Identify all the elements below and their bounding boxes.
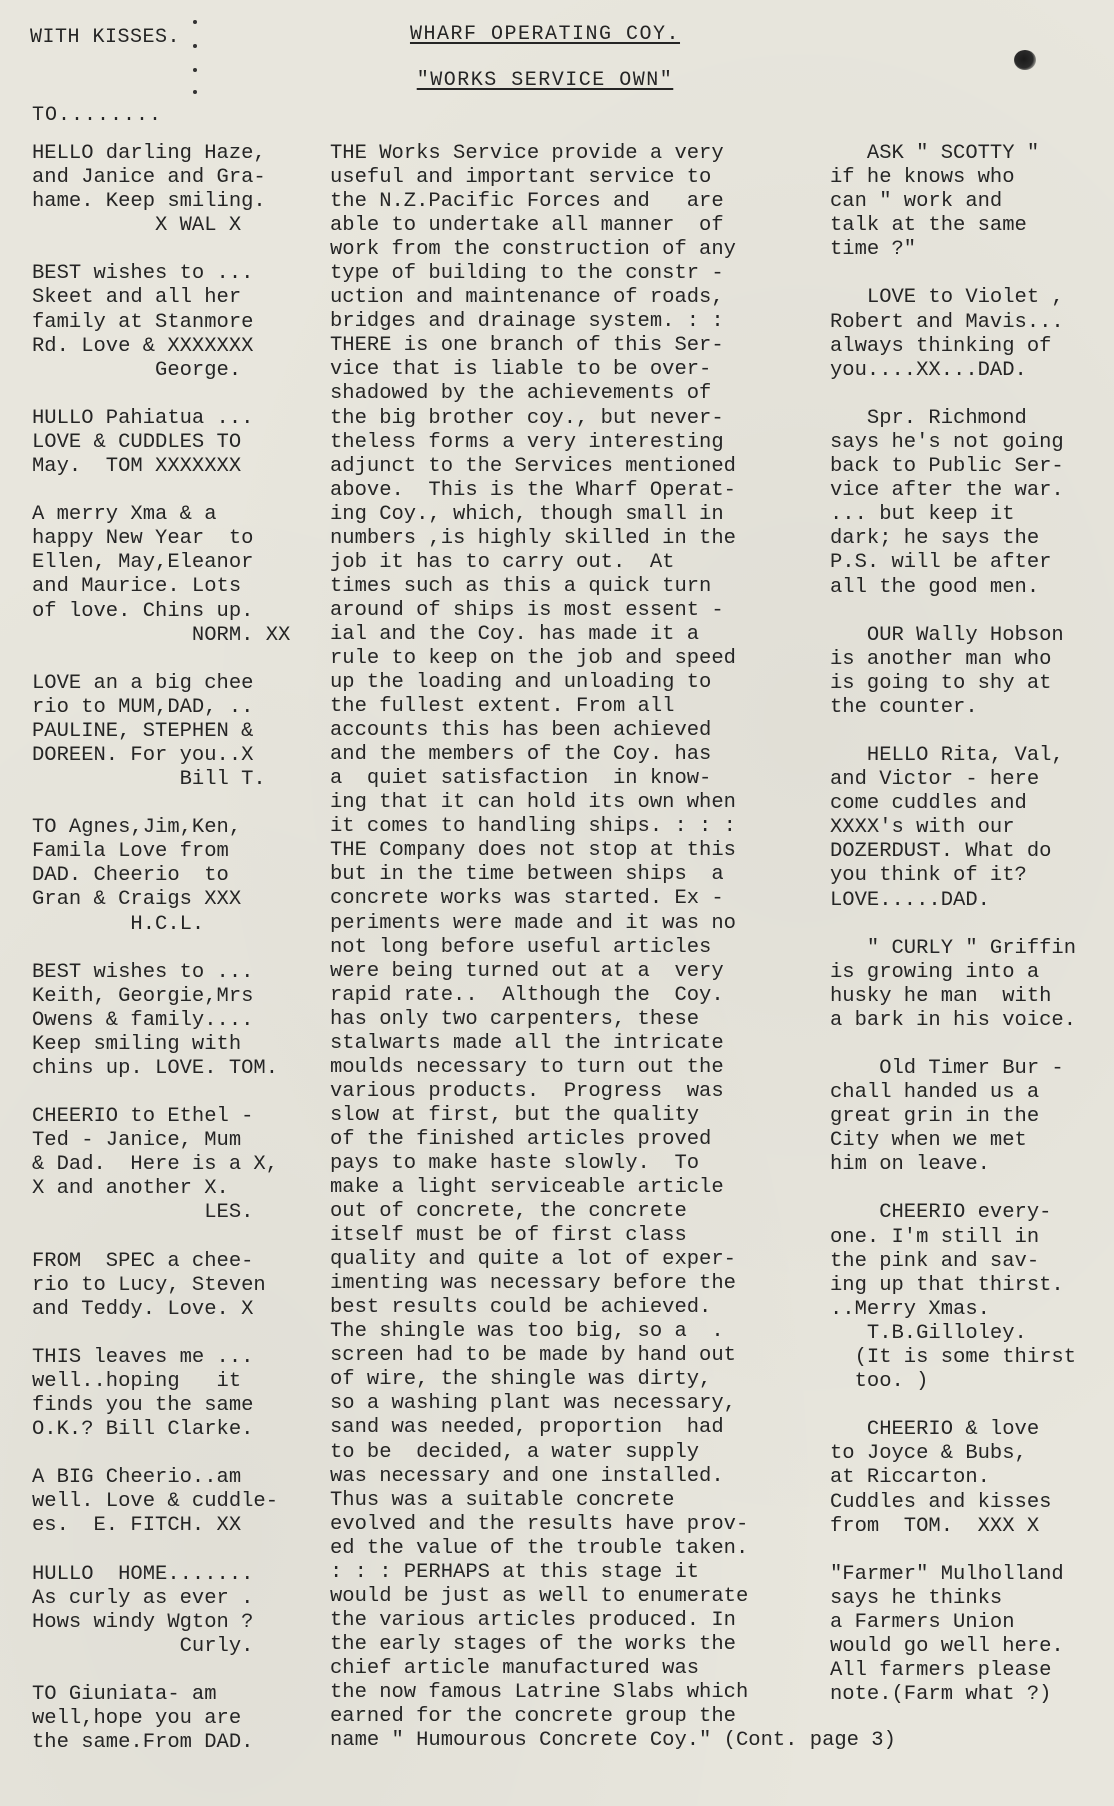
article-line: various products. Progress was: [330, 1079, 724, 1103]
article-line: stalwarts made all the intricate: [330, 1031, 724, 1055]
message-line: LOVE & CUDDLES TO: [32, 430, 242, 454]
message-line: you think of it?: [830, 864, 1027, 888]
article-line: ing Coy., which, though small in: [330, 502, 724, 526]
message-line: X and another X.: [32, 1177, 229, 1201]
message-line: Famila Love from: [32, 840, 229, 864]
left-message: [32, 1346, 322, 1442]
to-line: TO........: [32, 104, 163, 127]
right-message: [830, 1418, 1112, 1538]
message-line: NORM. XX: [32, 623, 291, 647]
message-line: LOVE.....DAD.: [830, 888, 990, 912]
message-line: says he thinks: [830, 1586, 1003, 1610]
article-line: evolved and the results have prov-: [330, 1512, 749, 1536]
article-line: vice that is liable to be over-: [330, 358, 712, 382]
message-line: Rd. Love & XXXXXXX: [32, 334, 254, 358]
article-line: slow at first, but the quality: [330, 1103, 700, 1127]
left-message: [32, 1563, 322, 1659]
message-line: a bark in his voice.: [830, 1008, 1077, 1032]
message-line: TO Agnes,Jim,Ken,: [32, 816, 242, 840]
article-line: type of building to the constr -: [330, 262, 724, 286]
message-line: the counter.: [830, 695, 978, 719]
article-line: name " Humourous Concrete Coy." (Cont. page 3): [330, 1729, 896, 1753]
message-line: you....XX...DAD.: [830, 358, 1027, 382]
article-line: make a light serviceable article: [330, 1176, 724, 1200]
margin-dot: [193, 90, 197, 94]
message-line: at Riccarton.: [830, 1466, 990, 1490]
article-line: to be decided, a water supply: [330, 1440, 700, 1464]
message-line: rio to Lucy, Steven: [32, 1273, 266, 1297]
message-line: the pink and sav-: [830, 1249, 1040, 1273]
message-line: family at Stanmore: [32, 310, 254, 334]
message-line: May. TOM XXXXXXX: [32, 455, 242, 479]
with-kisses-heading: WITH KISSES.: [30, 26, 181, 49]
article-line: the fullest extent. From all: [330, 695, 675, 719]
article-line: screen had to be made by hand out: [330, 1344, 736, 1368]
message-line: vice after the war.: [830, 479, 1064, 503]
message-line: DAD. Cheerio to: [32, 864, 229, 888]
article-line: THERE is one branch of this Ser-: [330, 334, 724, 358]
article-line: ing that it can hold its own when: [330, 791, 736, 815]
article-line: it comes to handling ships. : : :: [330, 815, 736, 839]
message-line: and Victor - here: [830, 768, 1040, 792]
message-line: HELLO darling Haze,: [32, 142, 266, 165]
message-line: All farmers please: [830, 1659, 1052, 1683]
article-line: quality and quite a lot of exper-: [330, 1248, 736, 1272]
article-line: adjunct to the Services mentioned: [330, 454, 736, 478]
article-line: ed the value of the trouble taken.: [330, 1536, 749, 1560]
message-line: great grin in the: [830, 1105, 1040, 1129]
article-line: theless forms a very interesting: [330, 430, 724, 454]
message-line: Robert and Mavis...: [830, 310, 1064, 334]
message-line: P.S. will be after: [830, 551, 1052, 575]
article-line: the various articles produced. In: [330, 1608, 736, 1632]
message-line: H.C.L.: [32, 912, 205, 936]
message-line: hame. Keep smiling.: [32, 190, 266, 214]
message-line: X WAL X: [32, 214, 242, 238]
message-line: CHEERIO & love: [830, 1418, 1040, 1442]
left-message: [32, 142, 322, 238]
article-line: shadowed by the achievements of: [330, 382, 712, 406]
article-line: able to undertake all manner of: [330, 214, 724, 238]
message-line: CHEERIO every-: [830, 1201, 1052, 1225]
margin-dot: [193, 44, 197, 48]
message-line: chall handed us a: [830, 1081, 1040, 1105]
message-line: always thinking of: [830, 334, 1052, 358]
message-line: Keep smiling with: [32, 1032, 242, 1056]
article-line: sand was needed, proportion had: [330, 1416, 724, 1440]
article-line: out of concrete, the concrete: [330, 1200, 687, 1224]
right-message: [830, 407, 1112, 600]
article-column: [330, 142, 896, 1753]
article-line: : : : PERHAPS at this stage it: [330, 1560, 700, 1584]
article-line: imenting was necessary before the: [330, 1272, 736, 1296]
message-line: dark; he says the: [830, 527, 1040, 551]
message-line: is growing into a: [830, 960, 1040, 984]
message-line: CHEERIO to Ethel -: [32, 1105, 254, 1129]
message-line: BEST wishes to ...: [32, 262, 254, 286]
article-line: earned for the concrete group the: [330, 1705, 736, 1729]
message-line: Spr. Richmond: [830, 406, 1027, 430]
right-message: [830, 1201, 1112, 1394]
message-line: ... but keep it: [830, 503, 1015, 527]
article-line: and the members of the Coy. has: [330, 743, 712, 767]
message-line: HELLO Rita, Val,: [830, 743, 1064, 767]
article-line: were being turned out at a very: [330, 959, 724, 983]
article-line: The shingle was too big, so a .: [330, 1320, 724, 1344]
message-line: one. I'm still in: [830, 1225, 1040, 1249]
article-line: above. This is the Wharf Operat-: [330, 478, 736, 502]
message-line: Owens & family....: [32, 1008, 254, 1032]
article-line: useful and important service to: [330, 166, 712, 190]
message-line: would go well here.: [830, 1634, 1064, 1658]
margin-dot: [193, 68, 197, 72]
article-line: Thus was a suitable concrete: [330, 1488, 675, 1512]
article-line: chief article manufactured was: [330, 1656, 700, 1680]
message-line: HULLO HOME.......: [32, 1562, 254, 1586]
masthead: [330, 22, 760, 114]
masthead-title: WHARF OPERATING COY.: [409, 23, 681, 46]
article-line: up the loading and unloading to: [330, 671, 712, 695]
message-line: says he's not going: [830, 430, 1064, 454]
message-line: TO Giuniata- am: [32, 1682, 217, 1706]
message-line: and Janice and Gra-: [32, 166, 266, 190]
message-line: A BIG Cheerio..am: [32, 1466, 242, 1490]
message-line: "Farmer" Mulholland: [830, 1562, 1064, 1586]
message-line: too. ): [830, 1370, 929, 1394]
article-line: moulds necessary to turn out the: [330, 1055, 724, 1079]
message-line: XXXX's with our: [830, 816, 1015, 840]
article-line: THE Works Service provide a very: [330, 142, 724, 165]
article-line: a quiet satisfaction in know-: [330, 767, 712, 791]
message-line: As curly as ever .: [32, 1586, 254, 1610]
right-message: [830, 286, 1112, 382]
left-message: [32, 1105, 322, 1225]
article-line: times such as this a quick turn: [330, 574, 712, 598]
message-line: Old Timer Bur -: [830, 1057, 1064, 1080]
message-line: well..hoping it: [32, 1369, 242, 1393]
message-line: all the good men.: [830, 575, 1040, 599]
message-line: Ellen, May,Eleanor: [32, 551, 254, 575]
message-line: OUR Wally Hobson: [830, 623, 1064, 647]
article-line: the now famous Latrine Slabs which: [330, 1681, 749, 1704]
article-line: of wire, the shingle was dirty,: [330, 1368, 712, 1392]
message-line: Keith, Georgie,Mrs: [32, 984, 254, 1008]
message-line: finds you the same: [32, 1394, 254, 1418]
article-line: the early stages of the works the: [330, 1632, 736, 1656]
article-line: rule to keep on the job and speed: [330, 646, 736, 670]
article-line: numbers ,is highly skilled in the: [330, 526, 736, 550]
article-line: has only two carpenters, these: [330, 1007, 700, 1031]
masthead-subtitle: "WORKS SERVICE OWN": [416, 69, 674, 92]
article-line: the N.Z.Pacific Forces and are: [330, 190, 724, 214]
message-line: to Joyce & Bubs,: [830, 1442, 1027, 1466]
message-line: and Maurice. Lots: [32, 575, 242, 599]
message-line: LOVE an a big chee: [32, 671, 254, 695]
left-message: [32, 1466, 322, 1538]
message-line: Cuddles and kisses: [830, 1490, 1052, 1514]
right-message: [830, 1057, 1112, 1177]
message-line: DOZERDUST. What do: [830, 840, 1052, 864]
right-message-column: [830, 142, 1112, 1731]
message-line: well,hope you are: [32, 1706, 242, 1730]
message-line: rio to MUM,DAD, ..: [32, 695, 254, 719]
article-line: work from the construction of any: [330, 238, 736, 262]
left-message: [32, 503, 322, 648]
left-message: [32, 1683, 322, 1755]
message-line: es. E. FITCH. XX: [32, 1514, 242, 1538]
message-line: O.K.? Bill Clarke.: [32, 1418, 254, 1442]
article-line: the big brother coy., but never-: [330, 406, 724, 430]
message-line: Bill T.: [32, 768, 266, 792]
article-line: but in the time between ships a: [330, 863, 724, 887]
article-line: concrete works was started. Ex -: [330, 887, 724, 911]
message-line: Curly.: [32, 1634, 254, 1658]
message-line: chins up. LOVE. TOM.: [32, 1057, 279, 1080]
message-line: note.(Farm what ?): [830, 1683, 1052, 1707]
margin-dot: [193, 20, 197, 24]
message-line: Gran & Craigs XXX: [32, 888, 242, 912]
article-line: was necessary and one installed.: [330, 1464, 724, 1488]
message-line: Hows windy Wgton ?: [32, 1610, 254, 1634]
message-line: ASK " SCOTTY ": [830, 142, 1040, 165]
message-line: if he knows who: [830, 166, 1015, 190]
message-line: T.B.Gilloley.: [830, 1321, 1027, 1345]
left-message: [32, 961, 322, 1081]
message-line: well. Love & cuddle-: [32, 1490, 279, 1514]
article-line: best results could be achieved.: [330, 1296, 712, 1320]
message-line: City when we met: [830, 1129, 1027, 1153]
left-message: [32, 816, 322, 936]
message-line: LES.: [32, 1201, 254, 1225]
message-line: happy New Year to: [32, 527, 254, 551]
message-line: talk at the same: [830, 214, 1027, 238]
punched-hole: [1014, 50, 1036, 70]
article-line: of the finished articles proved: [330, 1127, 712, 1151]
message-line: is another man who: [830, 647, 1052, 671]
message-line: Ted - Janice, Mum: [32, 1129, 242, 1153]
left-message: [32, 1250, 322, 1322]
message-line: " CURLY " Griffin: [830, 936, 1077, 960]
article-line: pays to make haste slowly. To: [330, 1151, 700, 1175]
article-line: so a washing plant was necessary,: [330, 1392, 736, 1416]
article-line: periments were made and it was no: [330, 911, 736, 935]
message-line: a Farmers Union: [830, 1610, 1015, 1634]
message-line: is going to shy at: [830, 671, 1052, 695]
message-line: Skeet and all her: [32, 286, 242, 310]
left-message: [32, 672, 322, 792]
message-line: from TOM. XXX X: [830, 1514, 1040, 1538]
message-line: & Dad. Here is a X,: [32, 1153, 279, 1177]
message-line: ing up that thirst.: [830, 1273, 1064, 1297]
message-line: him on leave.: [830, 1153, 990, 1177]
article-line: bridges and drainage system. : :: [330, 310, 724, 334]
article-line: ial and the Coy. has made it a: [330, 622, 700, 646]
message-line: time ?": [830, 238, 917, 262]
message-line: HULLO Pahiatua ...: [32, 406, 254, 430]
left-message: [32, 262, 322, 382]
right-message: [830, 142, 1112, 262]
left-message: [32, 407, 322, 479]
message-line: (It is some thirst: [830, 1346, 1077, 1370]
article-line: accounts this has been achieved: [330, 719, 712, 743]
message-line: THIS leaves me ...: [32, 1345, 254, 1369]
right-message: [830, 744, 1112, 913]
message-line: back to Public Ser-: [830, 455, 1064, 479]
message-line: LOVE to Violet ,: [830, 286, 1064, 310]
message-line: can " work and: [830, 190, 1003, 214]
message-line: of love. Chins up.: [32, 599, 254, 623]
message-line: George.: [32, 358, 242, 382]
message-line: DOREEN. For you..X: [32, 743, 254, 767]
article-line: rapid rate.. Although the Coy.: [330, 983, 724, 1007]
message-line: come cuddles and: [830, 792, 1027, 816]
article-line: would be just as well to enumerate: [330, 1584, 749, 1608]
article-line: THE Company does not stop at this: [330, 839, 736, 863]
message-line: and Teddy. Love. X: [32, 1297, 254, 1321]
left-message-column: [32, 142, 322, 1779]
right-message: [830, 1563, 1112, 1708]
article-line: around of ships is most essent -: [330, 598, 724, 622]
message-line: BEST wishes to ...: [32, 960, 254, 984]
message-line: A merry Xma & a: [32, 503, 217, 527]
article-line: itself must be of first class: [330, 1224, 687, 1248]
message-line: FROM SPEC a chee-: [32, 1249, 254, 1273]
message-line: the same.From DAD.: [32, 1731, 254, 1755]
message-line: ..Merry Xmas.: [830, 1297, 990, 1321]
article-line: job it has to carry out. At: [330, 550, 675, 574]
message-line: husky he man with: [830, 984, 1052, 1008]
article-line: not long before useful articles: [330, 935, 712, 959]
right-message: [830, 937, 1112, 1033]
right-message: [830, 624, 1112, 720]
message-line: PAULINE, STEPHEN &: [32, 719, 254, 743]
article-line: uction and maintenance of roads,: [330, 286, 724, 310]
